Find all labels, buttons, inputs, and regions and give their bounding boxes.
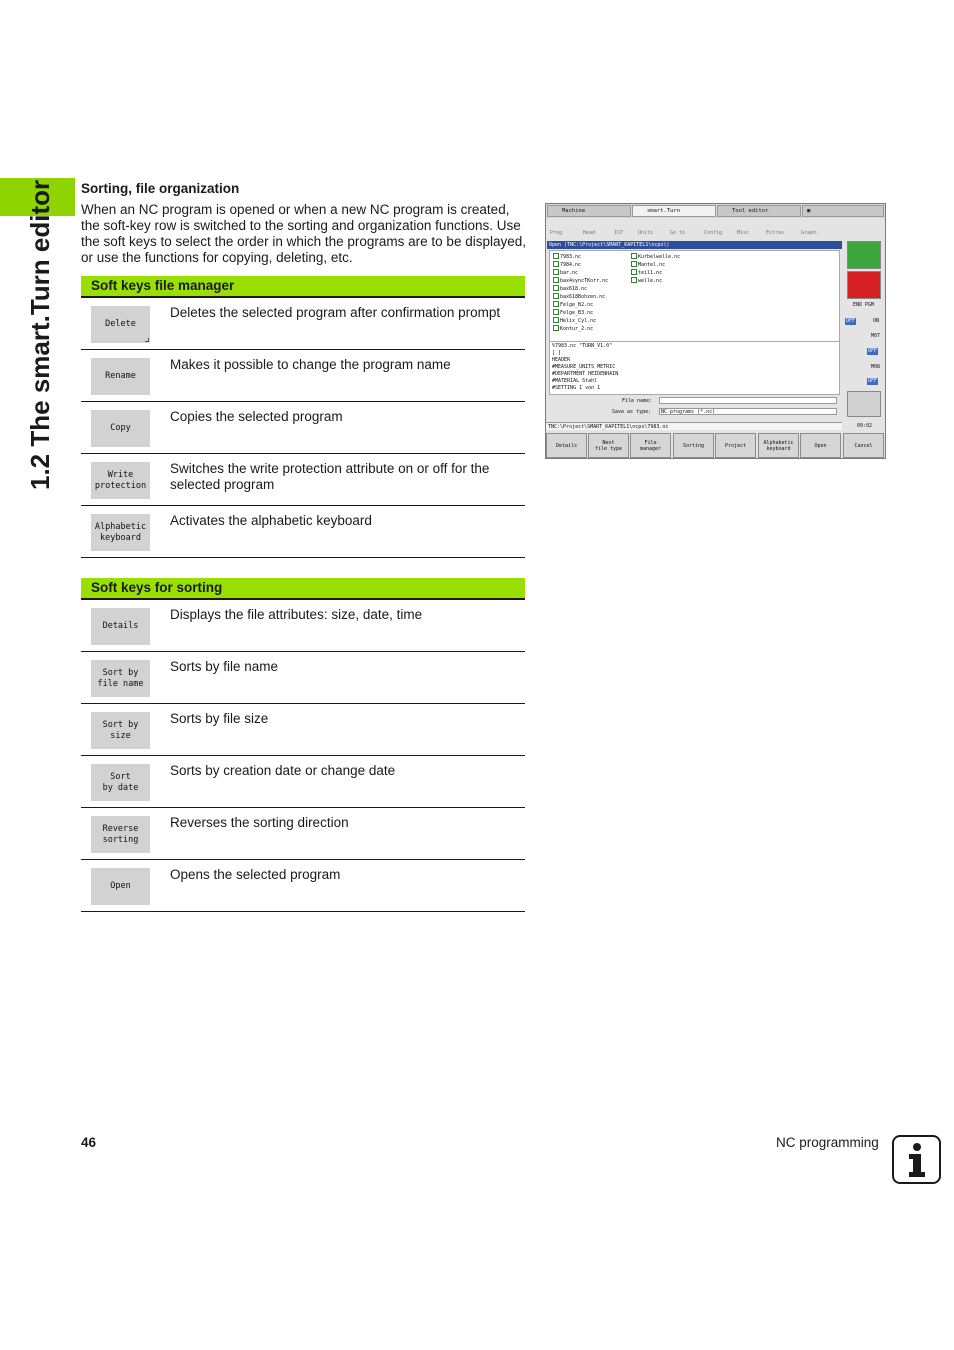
list-item[interactable]: bax618.nc (553, 285, 587, 292)
delete-softkey[interactable]: Delete (91, 306, 150, 343)
row-description: Opens the selected program (170, 867, 341, 882)
list-item[interactable]: Mantel.nc (631, 261, 665, 268)
table-header: Soft keys file manager (81, 276, 525, 298)
row-description: Displays the file attributes: size, date, time (170, 607, 423, 622)
sk-project[interactable]: Project (715, 433, 756, 458)
row-description: Makes it possible to change the program name (170, 357, 451, 372)
menu-go-to[interactable]: Go to (670, 230, 686, 236)
off-badge: OFF (846, 318, 856, 324)
cycle-stop-icon[interactable] (847, 271, 881, 299)
save-as-label: Save as type: (612, 409, 652, 415)
list-item[interactable]: Kurbelwelle.nc (631, 253, 680, 260)
sort-by-date-softkey[interactable]: Sort by date (91, 764, 150, 801)
list-item[interactable]: Kontur_2.nc (553, 325, 593, 332)
tab-smart-turn[interactable]: smart.Turn (632, 205, 716, 217)
row-description: Sorts by creation date or change date (170, 763, 396, 778)
details-softkey[interactable]: Details (91, 608, 150, 645)
end-pgm-label: END PGM (853, 302, 875, 308)
menu-config[interactable]: Config (704, 230, 723, 236)
row-description: Sorts by file size (170, 711, 269, 726)
page-number: 46 (81, 1135, 97, 1150)
table-row (81, 600, 525, 652)
menu-extras[interactable]: Extras (766, 230, 785, 236)
file-list[interactable] (549, 250, 840, 342)
list-item[interactable]: Helix_Cyl.nc (553, 317, 596, 324)
row-description: Sorts by file name (170, 659, 279, 674)
preview-line: #MEASURE_UNITS METRIC (552, 364, 616, 370)
sk-details[interactable]: Details (546, 433, 587, 458)
preview-line: HEADER (552, 357, 571, 363)
table-row (81, 454, 525, 506)
table-row (81, 402, 525, 454)
file-manager-table (81, 276, 525, 558)
table-row (81, 756, 525, 808)
menu-icp[interactable]: ICP (614, 230, 624, 236)
list-item[interactable]: bax4syncTKorr.nc (553, 277, 608, 284)
table-row (81, 298, 525, 350)
sk-sorting[interactable]: Sorting (673, 433, 714, 458)
row-description: Switches the write protection attribute on or off for the selected program (170, 461, 490, 492)
off-badge: OFF (868, 378, 878, 384)
table-row (81, 860, 525, 912)
preview-line: #SETTING 1 von 1 (552, 385, 601, 391)
table-row (81, 506, 525, 558)
sk-alphabetic-keyboard[interactable]: Alphabetic keyboard (758, 433, 799, 458)
section-heading: Sorting, file organization (81, 181, 240, 196)
sort-by-file-name-softkey[interactable]: Sort by file name (91, 660, 150, 697)
off-badge: OFF (868, 348, 878, 354)
open-softkey[interactable]: Open (91, 868, 150, 905)
table-row (81, 808, 525, 860)
list-item[interactable]: bar.nc (553, 269, 578, 276)
disk-icon[interactable]: ▣ (802, 205, 884, 217)
chapter-side-title: 1.2 The smart.Turn editor (25, 179, 55, 490)
copy-softkey[interactable]: Copy (91, 410, 150, 447)
m08-label: M08 (871, 364, 881, 370)
screenshot-tab-bar (546, 204, 885, 218)
menu-head[interactable]: Head (583, 230, 596, 236)
row-description: Reverses the sorting direction (170, 815, 349, 830)
preview-line: #DEPARTMENT HEIDENHAIN (552, 371, 619, 377)
write-protection-softkey[interactable]: Write protection (91, 462, 150, 499)
list-item[interactable]: Felge_B2.nc (553, 301, 593, 308)
program-preview (549, 341, 840, 395)
preview-line: %7983.nc "TURN_V1.0" (552, 343, 613, 349)
m07-label: M07 (871, 333, 881, 339)
list-item[interactable]: bax618Bohzen.nc (553, 293, 605, 300)
preview-line: [ ] (552, 350, 562, 356)
footer-text: NC programming (776, 1135, 879, 1150)
save-as-select[interactable]: NC programs (*.nc) (659, 408, 837, 415)
list-item[interactable]: 7984.nc (553, 261, 581, 268)
cycle-start-icon[interactable] (847, 241, 881, 269)
sk-next-file-type[interactable]: Next file type (588, 433, 629, 458)
file-name-label: File name: (622, 398, 653, 404)
clock-readout: 09:02 (856, 423, 873, 429)
sk-file-manager[interactable]: File manager (630, 433, 671, 458)
table-row (81, 704, 525, 756)
preview-line: #MATERIAL Stahl (552, 378, 598, 384)
status-path: TNC:\Project\SMART_KAPITEL1\ncps\7983.nc (546, 422, 842, 430)
list-item[interactable]: teil1.nc (631, 269, 662, 276)
menu-graph[interactable]: Graph. (801, 230, 820, 236)
list-item[interactable]: welle.nc (631, 277, 662, 284)
reverse-sorting-softkey[interactable]: Reverse sorting (91, 816, 150, 853)
file-name-input[interactable] (659, 397, 837, 404)
on-label: ON (873, 318, 880, 324)
machine-status-panel (843, 239, 885, 421)
open-dialog-path-bar: Open (TNC:\Project\SMART_KAPITEL1\ncps\) (547, 241, 842, 249)
feed-override-icon[interactable] (847, 391, 881, 417)
table-header: Soft keys for sorting (81, 578, 525, 600)
row-description: Deletes the selected program after confirmation prompt (170, 305, 501, 320)
table-row (81, 652, 525, 704)
list-item[interactable]: Felge_B3.nc (553, 309, 593, 316)
table-row (81, 350, 525, 402)
info-icon (892, 1135, 941, 1184)
intro-paragraph: When an NC program is opened or when a new NC program is created, the soft-key row is switched to the sorting and organization functions. Use the soft keys to select the order in which the programs are to be displayed, or use the functions for copying, deleting, etc. (81, 202, 526, 265)
row-description: Copies the selected program (170, 409, 343, 424)
sk-cancel[interactable]: Cancel (843, 433, 884, 458)
screenshot-menu (546, 229, 842, 238)
menu-prog[interactable]: Prog (550, 230, 563, 236)
rename-softkey[interactable]: Rename (91, 358, 150, 395)
list-item[interactable]: 7983.nc (553, 253, 581, 260)
menu-misc[interactable]: Misc (737, 230, 750, 236)
row-description: Activates the alphabetic keyboard (170, 513, 372, 528)
tab-machine[interactable]: Machine (547, 205, 631, 217)
menu-units[interactable]: Units (638, 230, 654, 236)
sorting-table (81, 578, 525, 912)
tab-tool-editor[interactable]: Tool editor (717, 205, 801, 217)
control-screenshot (545, 203, 886, 459)
alphabetic-keyboard-softkey[interactable]: Alphabetic keyboard (91, 514, 150, 551)
sk-open[interactable]: Open (800, 433, 841, 458)
screenshot-softkey-row (546, 433, 885, 458)
sort-by-size-softkey[interactable]: Sort by size (91, 712, 150, 749)
